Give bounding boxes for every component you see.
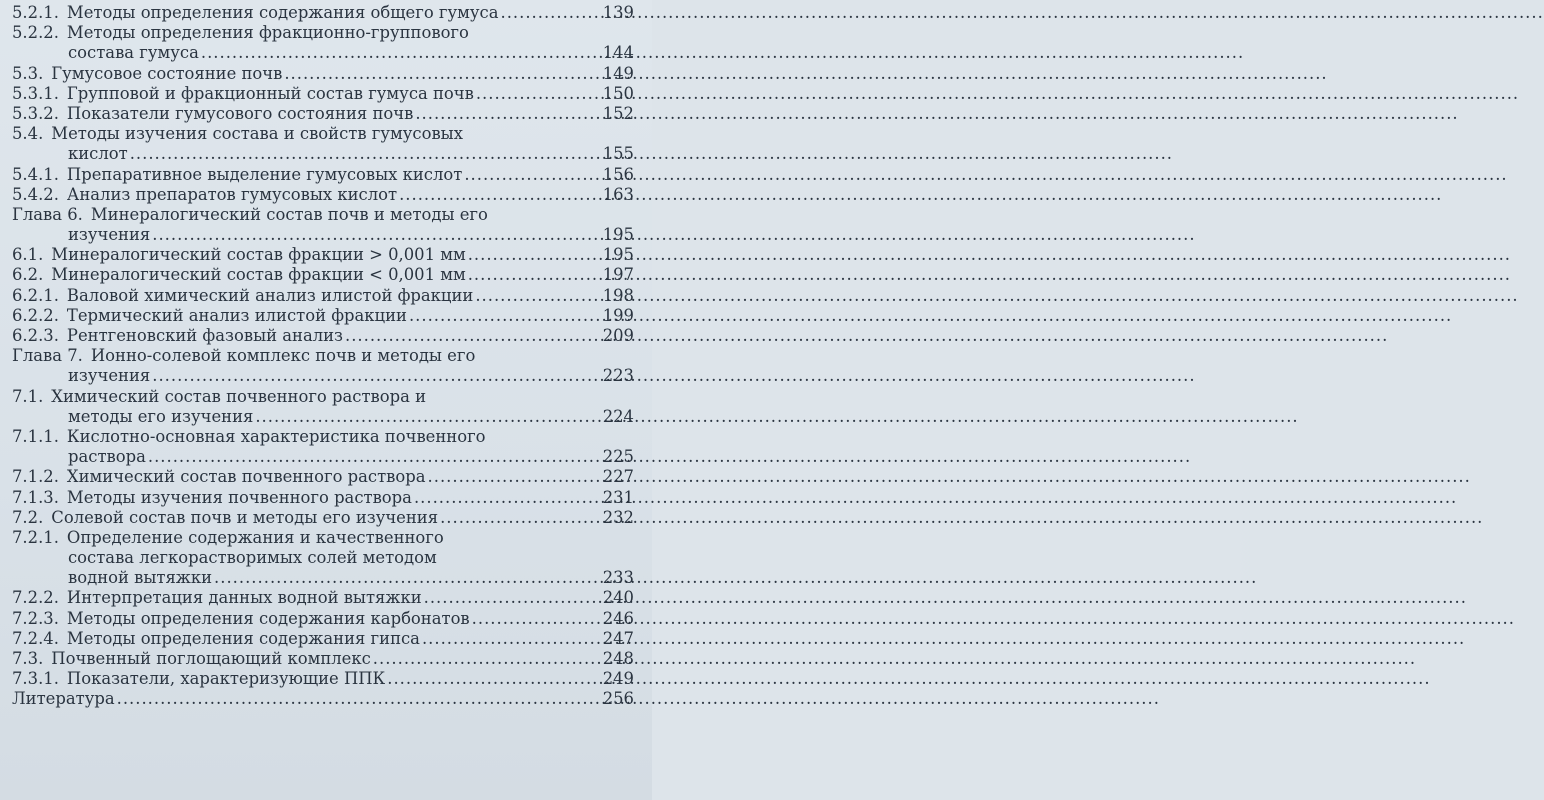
toc-entry-title: Химический состав почвенного раствора и — [51, 386, 427, 406]
toc-entry-continuation[interactable] — [12, 407, 634, 427]
leader-dots — [214, 568, 601, 588]
toc-entry[interactable] — [12, 689, 634, 709]
toc-entry-continuation[interactable] — [12, 366, 634, 386]
toc-entry-number: 5.2.2. — [12, 23, 59, 43]
leader-dots — [409, 306, 601, 326]
toc-page-number: 156 — [602, 164, 634, 184]
toc-entry-number: 5.4.2. — [12, 184, 59, 204]
toc-entry-title: состава гумуса — [68, 43, 199, 63]
toc-page-number: 195 — [602, 245, 634, 265]
toc-entry-number: 7.2.3. — [12, 608, 59, 628]
toc-entry-title: Минералогический состав почв и методы его — [90, 204, 488, 224]
toc-entry[interactable] — [12, 467, 634, 487]
toc-page-number: 144 — [602, 43, 634, 63]
leader-dots — [468, 245, 601, 265]
toc-entry-number: 7.2.2. — [12, 588, 59, 608]
toc-entry[interactable] — [12, 326, 634, 346]
toc-entry-number: 6.2. — [12, 265, 44, 285]
leader-dots — [422, 629, 601, 649]
toc-entry-title: Минералогический состав фракции > 0,001 мм — [51, 245, 466, 265]
toc-page-number: 224 — [602, 406, 634, 426]
toc-page-number: 232 — [602, 507, 634, 527]
toc-page-number: 149 — [602, 63, 634, 83]
toc-entry-title: состава легкорастворимых солей методом — [68, 548, 437, 568]
toc-page-number: 248 — [602, 649, 634, 668]
toc-entry-number: 6.2.1. — [12, 285, 59, 305]
toc-entry-title: Препаративное выделение гумусовых кислот — [66, 164, 463, 184]
toc-page-number: 197 — [602, 265, 634, 285]
toc-entry[interactable] — [12, 629, 634, 649]
toc-entry[interactable] — [12, 23, 634, 43]
toc-entry[interactable] — [12, 3, 634, 23]
leader-dots — [201, 43, 601, 63]
toc-entry-title: Показатели гумусового состояния почв — [66, 103, 414, 123]
leader-dots — [468, 265, 601, 285]
toc-entry-title: Рентгеновский фазовый анализ — [66, 326, 343, 345]
leader-dots — [345, 326, 601, 346]
leader-dots — [415, 104, 600, 124]
toc-entry-title: Методы изучения почвенного раствора — [66, 487, 412, 507]
leader-dots — [428, 467, 601, 487]
toc-entry[interactable] — [12, 588, 634, 608]
toc-entry[interactable] — [12, 508, 634, 528]
leader-dots — [117, 689, 601, 709]
toc-entry[interactable] — [12, 286, 634, 306]
toc-entry-continuation[interactable] — [12, 548, 634, 568]
leader-dots — [500, 3, 600, 23]
toc-entry-title: Химический состав почвенного раствора — [66, 467, 426, 487]
toc-entry[interactable] — [12, 265, 634, 285]
toc-page-number: 155 — [602, 144, 634, 164]
toc-entry-title: Интерпретация данных водной вытяжки — [66, 588, 422, 608]
leader-dots — [440, 508, 601, 528]
toc-entry-continuation[interactable] — [12, 568, 634, 588]
toc-entry[interactable] — [12, 669, 634, 689]
toc-entry-title: изучения — [68, 366, 151, 386]
toc-entry-title: Определение содержания и качественного — [66, 527, 444, 547]
toc-page-number: 150 — [602, 83, 634, 103]
toc-page — [0, 0, 652, 800]
toc-entry-number: 6.1. — [12, 245, 44, 265]
toc-page-number: 249 — [602, 669, 634, 689]
toc-entry[interactable] — [12, 427, 634, 447]
toc-entry[interactable] — [12, 185, 634, 205]
leader-dots — [475, 286, 600, 306]
leader-dots — [152, 225, 600, 245]
toc-entry-continuation[interactable] — [12, 43, 634, 63]
toc-entry-title: методы его изучения — [68, 406, 254, 426]
toc-entry[interactable] — [12, 104, 634, 124]
toc-entry-number: 7.2.4. — [12, 628, 59, 648]
table-of-contents — [12, 3, 634, 710]
toc-entry-number: 7.1.2. — [12, 467, 59, 487]
toc-page-number: 256 — [602, 689, 634, 709]
toc-entry-title: Показатели, характеризующие ППК — [66, 669, 386, 689]
leader-dots — [414, 488, 601, 508]
leader-dots — [373, 649, 601, 669]
toc-entry[interactable] — [12, 488, 634, 508]
toc-entry-number: 5.3.1. — [12, 83, 59, 103]
toc-entry-number: 7.2.1. — [12, 527, 59, 547]
toc-page-number: 246 — [602, 608, 634, 628]
toc-page-number: 227 — [602, 467, 634, 487]
toc-entry-title: Анализ препаратов гумусовых кислот — [66, 184, 398, 204]
leader-dots — [472, 609, 601, 629]
toc-entry-title: водной вытяжки — [68, 568, 213, 588]
toc-page-number: 195 — [602, 225, 634, 245]
toc-entry[interactable] — [12, 64, 634, 84]
toc-page-number: 198 — [602, 285, 634, 305]
leader-dots — [476, 84, 601, 104]
toc-entry[interactable] — [12, 649, 634, 669]
toc-page-number: 209 — [602, 326, 634, 345]
toc-page-number: 223 — [602, 366, 634, 386]
toc-entry[interactable] — [12, 245, 634, 265]
toc-entry-number: 5.3.2. — [12, 103, 59, 123]
leader-dots — [130, 144, 601, 164]
toc-entry[interactable] — [12, 306, 634, 326]
toc-entry-continuation[interactable] — [12, 225, 634, 245]
leader-dots — [255, 407, 600, 427]
toc-page-number: 231 — [602, 487, 634, 507]
toc-entry-title: Методы изучения состава и свойств гумусовых — [51, 124, 463, 144]
toc-entry-number: Глава 7. — [12, 346, 83, 366]
toc-entry-title: Литература — [12, 689, 115, 709]
toc-entry-number: 7.1.3. — [12, 487, 59, 507]
toc-entry-title: раствора — [68, 447, 146, 467]
toc-entry-number: 5.4.1. — [12, 164, 59, 184]
toc-entry-title: Ионно-солевой комплекс почв и методы его — [90, 346, 476, 366]
toc-entry[interactable] — [12, 528, 634, 548]
toc-entry-title: Кислотно-основная характеристика почвенного — [66, 426, 486, 446]
toc-entry-title: Групповой и фракционный состав гумуса почв — [66, 83, 474, 103]
toc-entry[interactable] — [12, 124, 634, 144]
toc-entry[interactable] — [12, 84, 634, 104]
leader-dots — [152, 366, 600, 386]
toc-entry-title: Гумусовое состояние почв — [51, 63, 283, 83]
leader-dots — [399, 185, 601, 205]
toc-entry-number: 7.1.1. — [12, 426, 59, 446]
leader-dots — [148, 447, 601, 467]
toc-entry-number: 5.4. — [12, 124, 44, 144]
toc-entry-title: Методы определения содержания карбонатов — [66, 608, 470, 628]
toc-page-number: 233 — [602, 568, 634, 588]
toc-entry[interactable] — [12, 165, 634, 185]
leader-dots — [464, 165, 600, 185]
toc-entry-number: 7.3.1. — [12, 669, 59, 689]
toc-entry-number: 5.2.1. — [12, 3, 59, 22]
toc-entry-title: Почвенный поглощающий комплекс — [51, 649, 371, 668]
toc-entry-number: 7.1. — [12, 386, 44, 406]
toc-entry-continuation[interactable] — [12, 144, 634, 164]
toc-page-number: 225 — [602, 447, 634, 467]
toc-entry-title: Методы определения содержания общего гумуса — [66, 3, 499, 22]
toc-page-number: 240 — [602, 588, 634, 608]
toc-entry-title: Минералогический состав фракции < 0,001 мм — [51, 265, 466, 285]
toc-entry-title: Валовой химический анализ илистой фракции — [66, 285, 474, 305]
toc-page-number: 163 — [602, 184, 634, 204]
toc-entry-number: 5.3. — [12, 63, 44, 83]
toc-entry-number: Глава 6. — [12, 204, 83, 224]
toc-entry-number: 6.2.3. — [12, 326, 59, 345]
toc-page-number: 139 — [602, 3, 634, 22]
toc-entry-title: Методы определения фракционно-группового — [66, 23, 469, 43]
toc-entry[interactable] — [12, 346, 634, 366]
toc-entry[interactable] — [12, 205, 634, 225]
toc-entry[interactable] — [12, 609, 634, 629]
leader-dots — [424, 588, 601, 608]
toc-page-number: 152 — [602, 103, 634, 123]
leader-dots — [284, 64, 600, 84]
toc-entry-title: кислот — [68, 144, 128, 164]
toc-page-number: 247 — [602, 628, 634, 648]
toc-entry-number: 7.3. — [12, 649, 44, 668]
toc-entry-number: 7.2. — [12, 507, 44, 527]
toc-entry-title: Термический анализ илистой фракции — [66, 305, 407, 325]
leader-dots — [387, 669, 600, 689]
toc-entry-title: изучения — [68, 225, 151, 245]
toc-entry-title: Методы определения содержания гипса — [66, 628, 420, 648]
toc-entry-continuation[interactable] — [12, 447, 634, 467]
toc-entry-title: Солевой состав почв и методы его изучения — [51, 507, 439, 527]
toc-entry-number: 6.2.2. — [12, 305, 59, 325]
toc-entry[interactable] — [12, 387, 634, 407]
toc-page-number: 199 — [602, 305, 634, 325]
